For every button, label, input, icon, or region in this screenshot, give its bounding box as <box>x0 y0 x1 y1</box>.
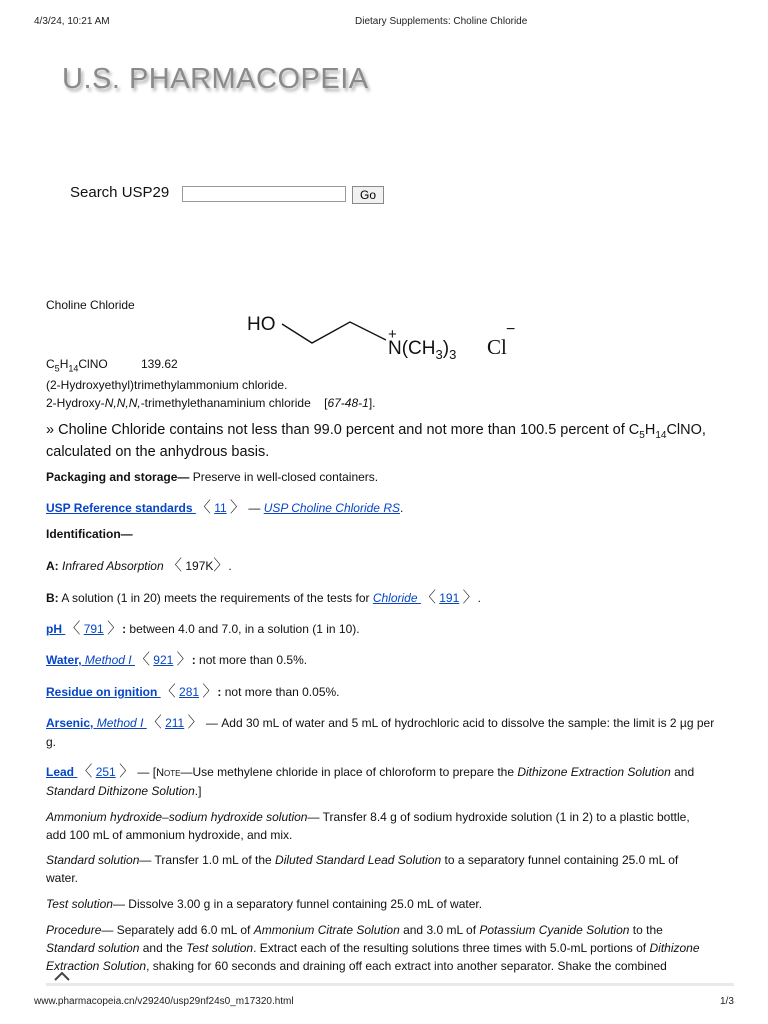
structure-bonds <box>282 322 386 343</box>
print-page-title: Dietary Supplements: Choline Chloride <box>355 16 528 27</box>
procedure-line-3: Extraction Solution, shaking for 60 seconds and draining off each extract into another separator. Shake the combined <box>46 959 667 973</box>
lead-test: Lead 〈 251 〉 — [Note—Use methylene chloride in place of chloroform to prepare the Dithizone Extraction Solution and <box>46 763 695 780</box>
usp-choline-chloride-rs-link[interactable]: USP Choline Chloride RS <box>263 501 400 515</box>
standard-solution-cont: water. <box>46 871 79 885</box>
assay-line-1: » Choline Chloride contains not less than 99.0 percent and not more than 100.5 percent of $C_5H_{14}ClNO$, <box>46 422 706 441</box>
residue-test: Residue on ignition 〈 281 〉: not more than 0.05%. <box>46 683 340 700</box>
print-datetime: 4/3/24, 10:21 AM <box>34 16 110 27</box>
molecular-formula: $C_5H_{14}ClNO$ <box>46 357 108 374</box>
reference-standards: USP Reference standards 〈 11 〉 — USP Choline Chloride RS. <box>46 499 404 516</box>
identification-heading: Identification— <box>46 527 133 541</box>
chemical-structure <box>240 306 530 366</box>
arsenic-method-link[interactable]: Method I <box>96 716 147 730</box>
cas-number: 67-48-1 <box>327 396 369 410</box>
chapter-921-link[interactable]: 921 <box>153 653 174 667</box>
residue-link[interactable]: Residue on ignition <box>46 685 161 699</box>
scroll-up-button[interactable] <box>48 966 76 984</box>
chapter-251-link[interactable]: 251 <box>95 765 116 779</box>
water-method-link[interactable]: Method I <box>84 653 135 667</box>
search-input[interactable] <box>182 186 346 202</box>
go-button[interactable]: Go <box>352 186 384 204</box>
structure-ho: HO <box>247 314 276 335</box>
identification-a: A: Infrared Absorption 〈 197K〉. <box>46 557 232 574</box>
chevron-up-icon <box>48 966 76 984</box>
water-test: Water, Method I 〈 921 〉: not more than 0.5%. <box>46 651 308 668</box>
chapter-281-link[interactable]: 281 <box>179 685 200 699</box>
structure-cl: Cl <box>487 335 507 359</box>
compound-name: Choline Chloride <box>46 298 135 312</box>
packaging-storage: Packaging and storage— Preserve in well-closed containers. <box>46 470 379 484</box>
assay-line-2: calculated on the anhydrous basis. <box>46 444 270 460</box>
usp-logo[interactable]: U.S. PHARMACOPEIA <box>62 63 369 95</box>
chapter-11-link[interactable]: 11 <box>214 501 227 515</box>
arsenic-test-cont: g. <box>46 735 57 749</box>
procedure-line-2: Standard solution and the Test solution. Extract each of the resulting solutions three times with 5.0-mL portions of Dithizone <box>46 941 700 955</box>
synonym-1: (2-Hydroxyethyl)trimethylammonium chloride. <box>46 378 288 392</box>
test-solution: Test solution— Dissolve 3.00 g in a separatory funnel containing 25.0 mL of water. <box>46 897 483 911</box>
chapter-791-link[interactable]: 791 <box>83 622 104 636</box>
molecular-weight: 139.62 <box>141 357 178 371</box>
chapter-211-link[interactable]: 211 <box>165 716 185 730</box>
ph-test: pH 〈 791 〉: between 4.0 and 7.0, in a solution (1 in 10). <box>46 620 360 637</box>
structure-plus: + <box>388 326 397 343</box>
arsenic-link[interactable]: Arsenic, <box>46 716 97 730</box>
arsenic-test: Arsenic, Method I 〈 211 〉 — Add 30 mL of water and 5 mL of hydrochloric acid to dissolve the sample: the limit is 2 µg per <box>46 714 715 731</box>
ammonium-solution: Ammonium hydroxide–sodium hydroxide solution— Transfer 8.4 g of sodium hydroxide solution (1 in 2) to a plastic bottle, <box>46 810 690 824</box>
print-page-count: 1/3 <box>720 996 734 1007</box>
bottom-rule <box>46 983 734 986</box>
procedure-line-1: Procedure— Separately add 6.0 mL of Ammonium Citrate Solution and 3.0 mL of Potassium Cyanide Solution to the <box>46 923 663 937</box>
ph-link[interactable]: pH <box>46 622 66 636</box>
chapter-191-link[interactable]: 191 <box>439 591 460 605</box>
standard-solution: Standard solution— Transfer 1.0 mL of the Diluted Standard Lead Solution to a separatory funnel containing 25.0 mL of <box>46 853 679 867</box>
structure-minus: − <box>506 321 516 338</box>
print-url: www.pharmacopeia.cn/v29240/usp29nf24s0_m17320.html <box>34 996 294 1007</box>
lead-link[interactable]: Lead <box>46 765 78 779</box>
search-label: Search USP29 <box>70 184 170 201</box>
chloride-link[interactable]: Chloride <box>372 591 421 605</box>
identification-b: B: A solution (1 in 20) meets the requirements of the tests for Chloride 〈 191 〉. <box>46 589 481 606</box>
ammonium-solution-cont: add 100 mL of ammonium hydroxide, and mix. <box>46 828 293 842</box>
structure-n-group: $N(CH_3)_3$ <box>388 338 457 362</box>
water-link[interactable]: Water, <box>46 653 85 667</box>
reference-standards-link[interactable]: USP Reference standards <box>46 501 196 515</box>
synonym-2: 2-Hydroxy-N,N,N,-trimethylethanaminium chloride [67-48-1]. <box>46 396 376 410</box>
lead-test-cont: Standard Dithizone Solution.] <box>46 784 202 798</box>
